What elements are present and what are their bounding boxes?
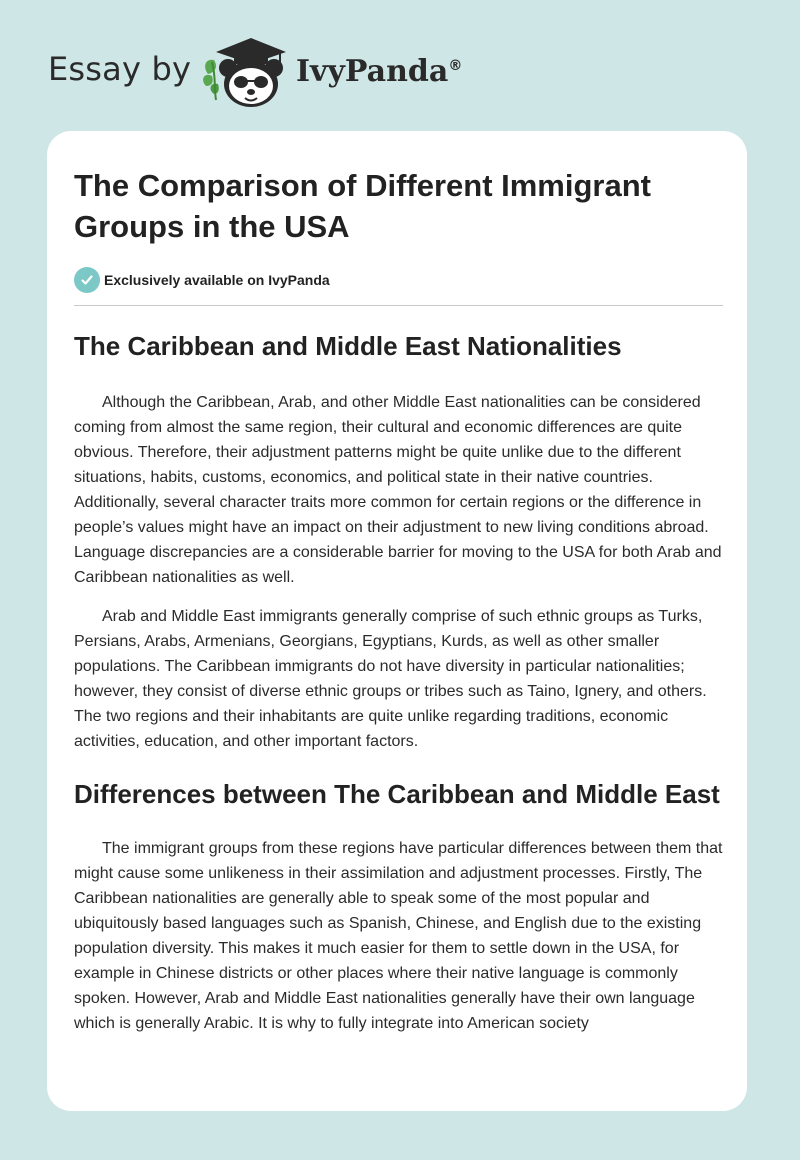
paragraph: Arab and Middle East immigrants generally comprise of such ethnic groups as Turks, Persians, Arabs, Armenians, Georgians, Egyptians, Kurds, as well as other smaller populations. The Caribbean immigrants do not have diversity in particular nationalities; however, they consist of diverse ethnic groups or tribes such as Taino, Ignery, and others. The two regions and their inhabitants are quite unlike regarding traditions, economic activities, education, and other important factors. [74, 608, 707, 750]
essay-content [74, 165, 724, 1036]
paragraph: The immigrant groups from these regions have particular differences between them that might cause some unlikeness in their assimilation and adjustment processes. Firstly, The Caribbean nationalities are generally able to speak some of the most popular and ubiquitously based languages such as Spanish, Chinese, and English due to the existing population diversity. This makes it much easier for them to settle down in the USA, for example in Chinese districts or other places where their native language is commonly spoken. However, Arab and Middle East nationalities generally have their own language which is generally Arabic. It is why to fully integrate into American society [74, 840, 723, 1032]
divider [74, 305, 723, 306]
section-heading: The Caribbean and Middle East Nationalities [74, 331, 622, 361]
essay-by-label: Essay by [48, 50, 192, 88]
exclusive-badge [74, 267, 724, 293]
check-circle-icon [74, 267, 100, 293]
brand-label: IvyPanda [296, 54, 449, 89]
panda-graduate-icon[interactable] [200, 36, 292, 110]
registered-mark: ® [448, 58, 463, 74]
leaf-icon [203, 60, 219, 100]
essay-card [47, 131, 747, 1111]
section-heading: Differences between The Caribbean and Middle East [74, 779, 720, 809]
badge-label: Exclusively available on IvyPanda [104, 272, 330, 288]
paragraph: Although the Caribbean, Arab, and other Middle East nationalities can be considered coming from almost the same region, their cultural and economic differences are quite obvious. Therefore, their adjustment patterns might be quite unlike due to the different situations, habits, customs, economics, and political state in their native countries. Additionally, several character traits more common for certain regions or the difference in people’s values might have an impact on their adjustment to new living conditions abroad. Language discrepancies are a considerable barrier for moving to the USA for both Arab and Caribbean nationalities as well. [74, 394, 722, 586]
site-header [0, 0, 800, 120]
page-title: The Comparison of Different Immigrant Groups in the USA [74, 168, 651, 244]
brand-name[interactable] [296, 54, 462, 89]
